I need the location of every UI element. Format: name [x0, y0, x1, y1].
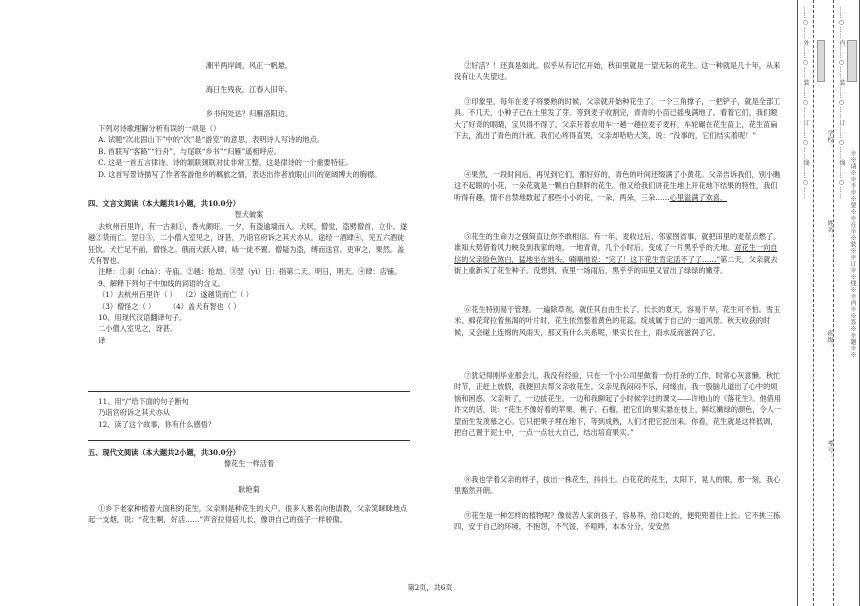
strip-warning: ※※请※※不※※要※※在※※装※※订※※线※※内※※答※※题※※ — [849, 150, 856, 358]
poem-line-3: 乡书何处达？归雁洛阳边。 — [205, 109, 293, 118]
paragraph-1: ①乡下老家种植着大面积的花生，父亲则是种花生的大户。很多人慕名向他请教，父亲笑眯眯地点起一支烟，说：“花生啊，好活……”声音拉得倍儿长，像讲自己的孩子一样骄傲。 — [88, 504, 408, 525]
section-5-title: 五、现代文阅读（本大题共2小题，共30.0分） — [88, 448, 240, 457]
q9-item-1: （1）去杭州百里许（ ） — [98, 290, 177, 300]
classical-notes: 注释：①刹（chà）：寺庙。②越：抢劫。③翌（yì）日：指第二天。明日，明天。④肆：店铺。 — [98, 267, 402, 277]
classical-text: 去杭州百里许，有一古刹①，香火颇旺。一夕，有盗逾墙而入。犬吠，僧觉，盗劈僧首，立仆。遂越②货而亡。翌日③，二小僧入室见之，讶甚，乃诣官府诉之其犬亦从。途经一酒肆④，见五六酒徒狂饮。犬伫足不前，僧怪之。俄而犬跃入肆，啮一徒不置。僧疑为盗，缚而送官。吏审之，果然。盖犬有智也。 — [88, 221, 408, 266]
poem-line-2: 海日生残夜，江春入旧年。 — [205, 85, 293, 94]
section-4-title: 四、文言文阅读（本大题共1小题，共10.0分） — [88, 199, 240, 208]
paragraph-4-text: ④果然，一段时间后，再见到它们，都好好的，青色的叶间还缀满了小黄花。父亲告诉我们，别小瞧这不起眼的小花，一朵花就是一颗白白胖胖的花生。他又给我们讲花生地上开花地下结果的特性，我们听得有趣，情不自禁地数起了那些小小的花，一朵，两朵，三朵…… — [454, 170, 781, 202]
page-footer: 第2页，共6页 — [407, 583, 453, 592]
field-id: 考号： — [826, 440, 833, 460]
question-9: 9、解释下列句子中加线的词语的含义。 — [98, 278, 225, 288]
strip-outer-text: ……○……外……○……装……○……订……○……线……○…… — [802, 6, 809, 200]
modern-title: 像花生一样活着 — [223, 459, 275, 469]
question-intro: 下列对诗歌理解分析有误的一项是（） — [98, 124, 221, 133]
strip-grey-block-1 — [817, 40, 825, 82]
strip-border-left — [797, 0, 798, 606]
strip-inner-line — [833, 0, 834, 606]
option-b: B. 首联写“客路”“行舟”，与尾联“乡书”“归雁”遥相呼应。 — [98, 146, 282, 156]
strip-grey-block-2 — [847, 40, 857, 82]
classical-title: 智犬破案 — [234, 210, 264, 220]
strip-cut-line — [813, 0, 814, 606]
answer-line-1[interactable] — [88, 391, 410, 392]
option-a: A. 试题“次北固山下”中的“次”是“游览”的意思，表明诗人写诗的地点。 — [98, 135, 324, 145]
question-12: 12、读了这个故事，你有什么感悟？ — [98, 419, 216, 429]
field-school: 学校： — [826, 130, 833, 150]
paragraph-4 — [454, 169, 784, 203]
paragraph-5 — [454, 231, 784, 277]
option-c: C. 这是一首五言律诗。诗的颔联颈联对仗非常工整，这是律诗的一个重要特征。 — [98, 158, 353, 168]
question-11-sentence: 乃诣官府诉之其犬亦从 — [98, 408, 170, 418]
binding-strip — [797, 0, 860, 606]
author: 耿艳菊 — [238, 485, 260, 494]
question-9-row-1 — [88, 289, 410, 300]
question-11: 11、用“/”给下面的句子断句 — [98, 397, 189, 406]
paragraph-8: ⑧我也学着父亲的样子，拔出一株花生，抖抖土。白花花的花生，太阳下，晃人的眼，那一刻，我心里豁然开朗。 — [454, 475, 781, 496]
paragraph-3: ③印象里，每年在麦子将要熟的时候，父亲就开始种花生了。一个三角撑子，一把铲子，就是全部工具。不几天，小种子已在土里发了芽。等到麦子收割完，青青的小苗已摇曳满地了。看着它们，我们瞪大了好奇的眼睛，宝贝得不得了。父亲开着农用车一趟一趟拉麦子麦秆，车轮碾在花生苗上，花生苗扁下去，流出了青色的汁液。我们心疼得直哭，父亲却哈哈大笑，说：“没事的，它们结实着呢！” — [454, 97, 781, 141]
answer-line-2[interactable] — [88, 440, 410, 441]
q9-item-4: （4）盖犬有智也（ ） — [168, 301, 241, 311]
poem-line-1: 潮平两岸阔，风正一帆悬。 — [205, 61, 293, 70]
question-9-row-2 — [88, 301, 410, 312]
field-name: 姓名： — [826, 220, 833, 240]
question-10-sentence: 二小僧入室见之，讶甚。 — [98, 324, 178, 334]
question-10-label: 译 — [98, 335, 106, 345]
paragraph-6: ⑥花生特别易于管理。一遍除草剂，就任其自由生长了。长长的夏天，容易干旱，花生可不怕。雪玉米、棉花耷拉着焦渴的叶片时，花生依然整着黄色的花蕊，绽成属于自己的一道风景。秋天收获的时候，又会碰上连绵的风雨天，那又有什么关系呢，果实长在土，雨水反而滋润了它。 — [454, 305, 781, 337]
q9-item-2: （2）遂越货而亡（ ） — [181, 290, 253, 300]
paragraph-2: ②好活？！还真是如此。似乎从有记忆开始，秋田里就是一望无际的花生。这一种就是几十年，从来没有让人失望过。 — [454, 61, 781, 82]
option-d: D. 这首写景诗描写了作者客游他乡的羁旅之情，表达出作者放眼山川的宽阔博大的胸襟。 — [98, 169, 382, 179]
q9-item-3: （3）僧怪之（ ） — [98, 301, 156, 311]
field-class: 班级： — [826, 330, 833, 350]
paragraph-4-underline: 心里溢满了欢喜。 — [669, 192, 728, 202]
paragraph-5-text-b: 第二天，父亲就去街上重新买了花生种子。没想到，夜里一场雨后，黑乎乎的田里又冒出了绿绿的嫩芽。 — [454, 254, 778, 276]
paragraph-7: ⑦犹记得刚毕业那会儿，我没有经验，只在一个小公司里做着一份打杂的工作，时常心灰意懒。秋忙时节，正赶上放假，我便回去帮父亲收花生。父亲见我闷闷不乐，问缘由，我一股脑儿道出了心中的烦恼和困惑。父亲听了，一边拔花生，一边和我聊起了小时候学过的课文——许地山的《落花生》。他借用许文的话，说：“花生不像好看的苹果、桃子、石榴，把它们的果实悬在枝上，鲜红嫩绿的颜色，令人一望而生发羡慕之心。它只把果子埋在地下，等到成熟，人们才把它挖出来。你看，花生就是这样低调，把自己置于泥土中，一点一点壮大自己，结出培育果实。” — [454, 371, 782, 438]
paragraph-9: ⑨花生是一种怎样的植物呢？像贫苦人家的孩子，容易养，给口吃的，便兜兜着往上长。它不挑三拣四，安于自己的环境，不抱怨，不气馁，不喧哗，本本分分，安安然 — [454, 511, 781, 532]
strip-inner-text: ……○……内……○……装……○……订……○……线……○…… — [838, 6, 845, 200]
paragraph-5-underline: 对花生一向自信的父亲脸色煞白，猛地坐在地头，喃喃地说：“完了！这下花生肯定活不了了……” — [454, 243, 778, 264]
paragraph-5-text-a: ⑤花生的生命力之强简直让你不敢相信。有一年，麦收过后，邻家图省事，就把田里的麦茬点燃了。谁知大势借着风力映及到我家的地，一地青青，几个小时后，变成了一片黑乎乎的天地。 — [454, 232, 781, 253]
question-10: 10、用现代汉语翻译句子。 — [98, 313, 187, 323]
